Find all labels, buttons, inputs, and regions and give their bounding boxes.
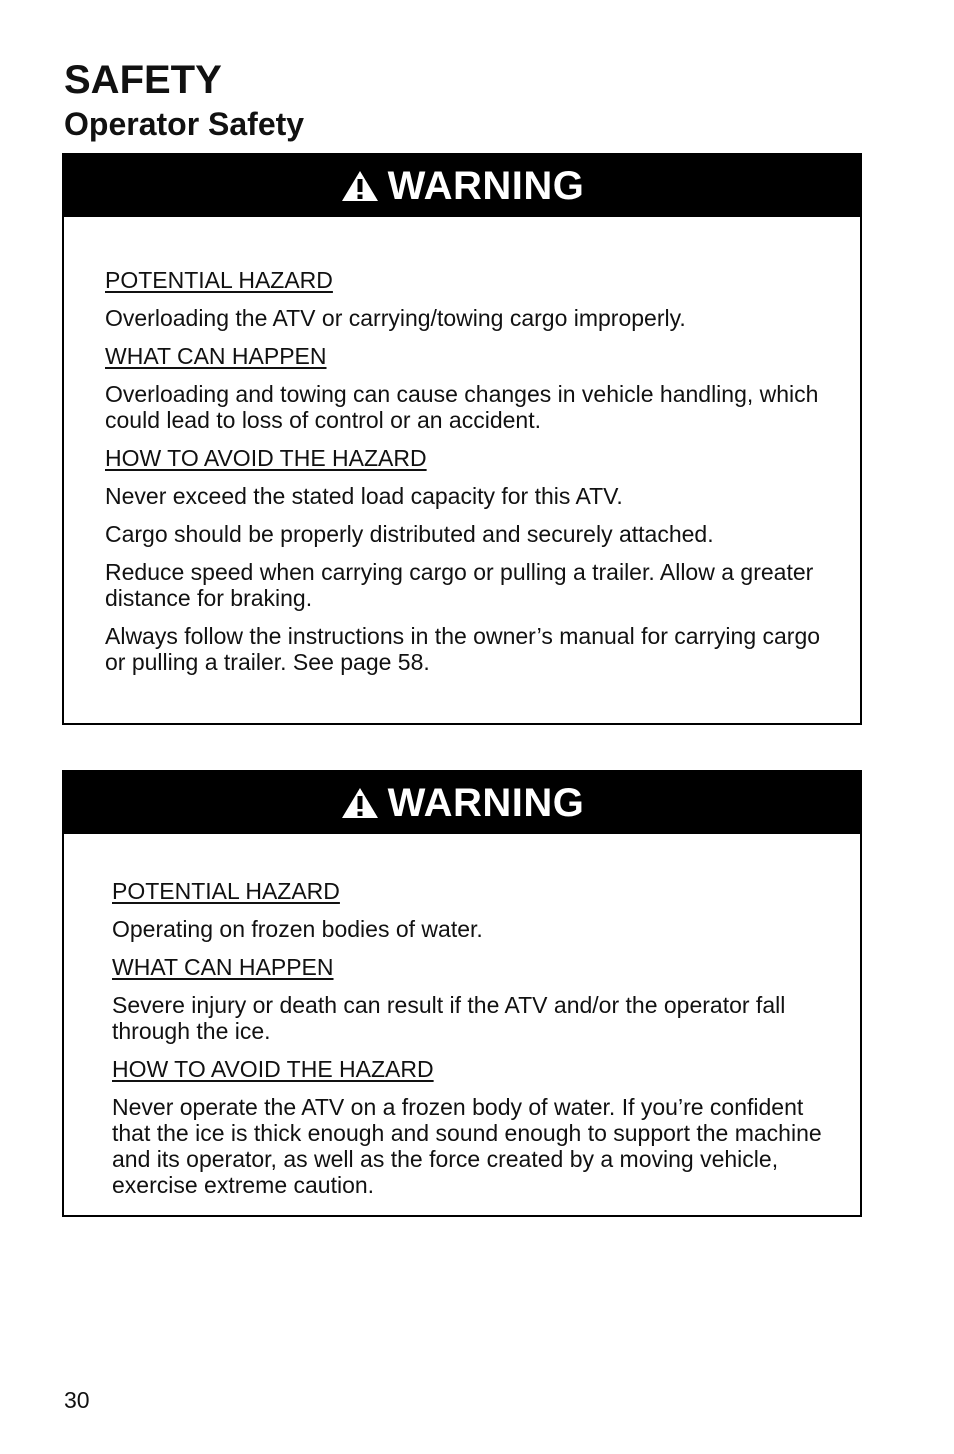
how-to-avoid-item: Reduce speed when carrying cargo or pulling a trailer. Allow a greater distance for braking.: [105, 559, 814, 611]
warning-header: [64, 155, 860, 217]
potential-hazard-heading: POTENTIAL HAZARD: [105, 267, 333, 293]
warning-box-frozen-water: [62, 770, 862, 1217]
how-to-avoid-item: Always follow the instructions in the owner’s manual for carrying cargo or pulling a trailer. See page 58.: [105, 623, 821, 675]
what-can-happen-heading: WHAT CAN HAPPEN: [105, 343, 327, 369]
how-to-avoid-item: Never operate the ATV on a frozen body of water. If you’re confident that the ice is thick enough and sound enough to support the machine and its operator, as well as the force created by a moving vehicle, exercise extreme caution.: [112, 1094, 822, 1198]
what-can-happen-text: Severe injury or death can result if the ATV and/or the operator fall through the ice.: [112, 992, 786, 1044]
potential-hazard-text: Operating on frozen bodies of water.: [112, 916, 483, 942]
what-can-happen-heading: WHAT CAN HAPPEN: [112, 954, 334, 980]
potential-hazard-text: Overloading the ATV or carrying/towing cargo improperly.: [105, 305, 686, 331]
warning-triangle-icon: [340, 786, 380, 820]
what-can-happen-text: Overloading and towing can cause changes in vehicle handling, which could lead to loss of control or an accident.: [105, 381, 819, 433]
warning-title: WARNING: [387, 781, 585, 825]
section-subtitle: Operator Safety: [64, 106, 305, 142]
how-to-avoid-heading: HOW TO AVOID THE HAZARD: [105, 445, 427, 471]
page-number: 30: [64, 1387, 90, 1413]
how-to-avoid-heading: HOW TO AVOID THE HAZARD: [112, 1056, 434, 1082]
warning-title: WARNING: [387, 164, 585, 208]
potential-hazard-heading: POTENTIAL HAZARD: [112, 878, 340, 904]
section-title: SAFETY: [64, 58, 222, 102]
warning-triangle-icon: [340, 169, 380, 203]
warning-box-overloading: [62, 153, 862, 725]
how-to-avoid-item: Cargo should be properly distributed and securely attached.: [105, 521, 714, 547]
warning-body: [64, 217, 860, 675]
warning-body: [64, 834, 860, 1198]
warning-header: [64, 772, 860, 834]
how-to-avoid-item: Never exceed the stated load capacity for this ATV.: [105, 483, 623, 509]
